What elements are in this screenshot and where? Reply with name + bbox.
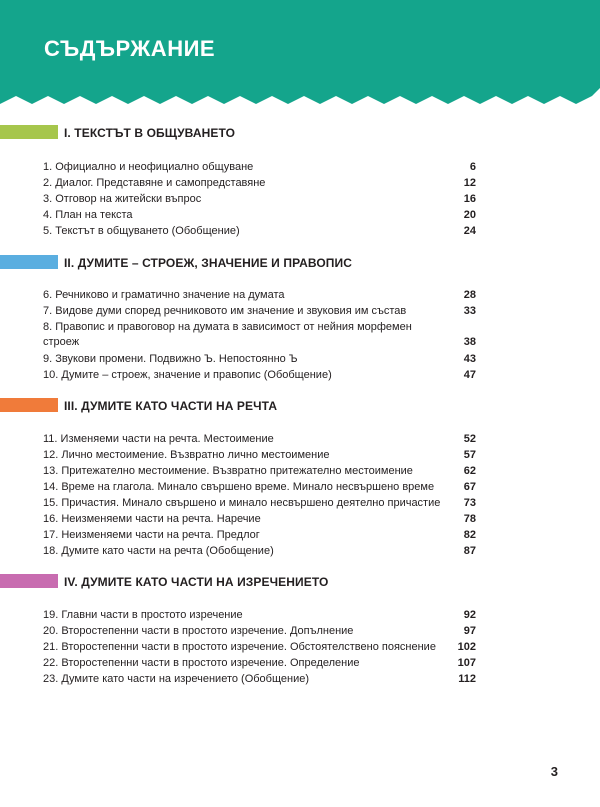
toc-entry-label: 1. Официално и неофициално общуване [43,161,254,173]
toc-entry-label: 23. Думите като части на изречението (Обобщение) [43,673,310,685]
section-color-bar [0,574,58,588]
toc-entry-page: 102 [457,641,476,653]
section-title[interactable]: II. ДУМИТЕ – СТРОЕЖ, ЗНАЧЕНИЕ И ПРАВОПИС [64,256,353,270]
toc-entry-label: 10. Думите – строеж, значение и правопис (Обобщение) [43,369,332,381]
page-number: 3 [550,764,558,779]
toc-entry-label-continued: строеж [43,336,80,348]
toc-entry-label: 22. Второстепенни части в простото изречение. Определение [43,657,360,669]
toc-entry-page: 57 [463,449,476,461]
section-heading-3 [0,398,600,416]
toc-entry-page: 38 [463,336,476,348]
toc-entry-label: 9. Звукови промени. Подвижно Ъ. Непостоянно Ъ [43,353,298,365]
toc-entry-label: 5. Текстът в общуването (Обобщение) [43,225,240,237]
section-color-bar [0,125,58,139]
toc-entry-page: 33 [463,305,476,317]
section-heading-1 [0,125,600,143]
toc-entry-page: 82 [463,529,476,541]
toc-entry-label: 17. Неизменяеми части на речта. Предлог [43,529,260,541]
section-heading-4 [0,574,600,592]
section-title[interactable]: I. ТЕКСТЪТ В ОБЩУВАНЕТО [64,126,236,140]
toc-entry-label: 8. Правопис и правоговор на думата в зависимост от нейния морфемен [43,321,412,333]
toc-entry-page: 97 [463,625,476,637]
toc-entry-page: 6 [469,161,476,173]
toc-entry-page: 107 [457,657,476,669]
toc-entry-page: 43 [463,353,476,365]
toc-entry-page: 24 [463,225,476,237]
toc-entry-page: 73 [463,497,476,509]
toc-entry-page: 20 [463,209,476,221]
toc-entry-label: 14. Време на глагола. Минало свършено време. Минало несвършено време [43,481,435,493]
toc-entry-label: 21. Второстепенни части в простото изречение. Обстоятелствено пояснение [43,641,436,653]
toc-entry-page: 92 [463,609,476,621]
toc-entry-page: 67 [463,481,476,493]
section-color-bar [0,255,58,269]
toc-entry-label: 12. Лично местоимение. Възвратно лично местоимение [43,449,330,461]
toc-entry-label: 6. Речниково и граматично значение на думата [43,289,285,301]
toc-entry-page: 78 [463,513,476,525]
section-heading-2 [0,255,600,273]
toc-entry-page: 16 [463,193,476,205]
toc-entry-label: 15. Причастия. Минало свършено и минало несвършено деятелно причастие [43,497,441,509]
toc-entry-label: 19. Главни части в простото изречение [43,609,243,621]
toc-entry-page: 87 [463,545,476,557]
page-title: СЪДЪРЖАНИЕ [44,36,216,61]
toc-entry-label: 20. Второстепенни части в простото изречение. Допълнение [43,625,354,637]
toc-entry-page: 12 [463,177,476,189]
toc-entry-label: 3. Отговор на житейски въпрос [43,193,202,205]
toc-entry-page: 28 [463,289,476,301]
header-banner [0,0,600,125]
toc-entry-page: 52 [463,433,476,445]
toc-entry-page: 112 [458,673,476,685]
toc-entry-label: 2. Диалог. Представяне и самопредставяне [43,177,266,189]
toc-entry-label: 13. Притежателно местоимение. Възвратно притежателно местоимение [43,465,413,477]
toc-entry-page: 47 [463,369,476,381]
toc-entry-label: 11. Изменяеми части на речта. Местоимение [43,433,274,445]
toc-entry-label: 4. План на текста [43,209,133,221]
toc-entry-label: 16. Неизменяеми части на речта. Наречие [43,513,261,525]
zigzag-banner-shape [0,0,600,125]
toc-entry-label: 18. Думите като части на речта (Обобщение) [43,545,274,557]
section-title[interactable]: IV. ДУМИТЕ КАТО ЧАСТИ НА ИЗРЕЧЕНИЕТО [64,575,329,589]
section-color-bar [0,398,58,412]
toc-entry-label: 7. Видове думи според речниковото им значение и звуковия им състав [43,305,407,317]
section-title[interactable]: III. ДУМИТЕ КАТО ЧАСТИ НА РЕЧТА [64,399,278,413]
toc-entry-page: 62 [463,465,476,477]
